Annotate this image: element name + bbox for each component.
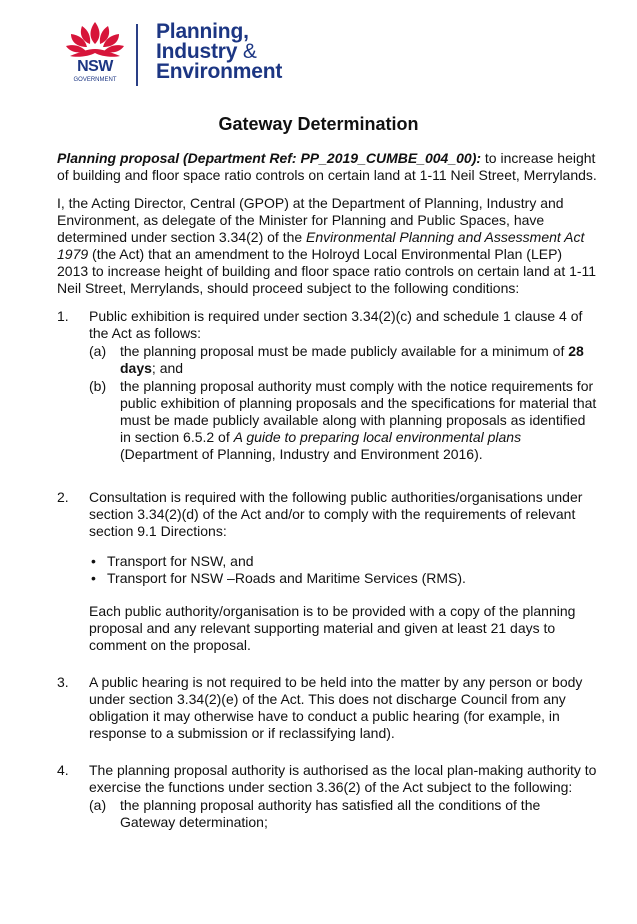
- exhibition-period: 28 days: [120, 343, 584, 376]
- authority-item: [89, 570, 597, 587]
- authority-name: Transport for NSW, and: [107, 553, 254, 569]
- condition-1: [57, 308, 597, 463]
- agency-line-3: Environment: [156, 60, 283, 83]
- agency-line-1: Planning,: [156, 20, 249, 43]
- authority-name: Transport for NSW –Roads and Maritime Services (RMS).: [107, 570, 466, 586]
- document-body: [57, 150, 597, 847]
- guide-title: A guide to preparing local environmental plans: [233, 429, 522, 445]
- sub-letter: (a): [89, 343, 107, 359]
- condition-text: The planning proposal authority is authorised as the local plan-making authority to exercise the functions under section 3.36(2) of the Act subject to the following:: [89, 762, 597, 795]
- nsw-wordmark: NSW: [77, 58, 113, 75]
- condition-4: [57, 762, 597, 831]
- government-wordmark: GOVERNMENT: [73, 77, 117, 83]
- nsw-waratah-logo: [60, 20, 130, 90]
- condition-number: 4.: [57, 762, 69, 778]
- bullet-icon: •: [91, 570, 96, 586]
- sub-condition-a: [89, 343, 597, 377]
- condition-note: Each public authority/organisation is to be provided with a copy of the planning proposal and any relevant supporting material and given at least 21 days to comment on the proposal.: [89, 603, 576, 653]
- sub-text: the planning proposal must be made publicly available for a minimum of: [120, 343, 569, 359]
- sub-text-tail: ; and: [151, 360, 184, 376]
- condition-text: Consultation is required with the following public authorities/organisations under section 3.34(2)(d) of the Act and/or to comply with the requirements of relevant section 9.1 Directions:: [89, 489, 583, 539]
- condition-number: 1.: [57, 308, 69, 324]
- sub-text: the planning proposal authority has satisfied all the conditions of the Gateway determination;: [120, 797, 541, 830]
- bullet-icon: •: [91, 553, 96, 569]
- condition-3: [57, 674, 597, 742]
- sub-condition-a: [89, 797, 597, 831]
- agency-name: [156, 22, 282, 82]
- logo-divider: [136, 24, 138, 86]
- condition-text: Public exhibition is required under section 3.34(2)(c) and schedule 1 clause 4 of the Act as follows:: [89, 308, 583, 341]
- sub-letter: (a): [89, 797, 107, 813]
- condition-number: 2.: [57, 489, 69, 505]
- conditions-list: [57, 308, 597, 831]
- condition-text: A public hearing is not required to be held into the matter by any person or body under section 3.34(2)(e) of the Act. This does not discharge Council from any obligation it may otherwise have to conduct a public hearing (for example, in response to a submission or if reclassifying land).: [89, 674, 583, 741]
- sub-text-tail: (Department of Planning, Industry and Environment 2016).: [120, 446, 483, 462]
- sub-text: the planning proposal authority must comply with the notice requirements for public exhibition of planning proposals and the specifications for material that must be made publicly available along with planning proposals as identified in section 6.5.2 of: [120, 378, 597, 445]
- condition-number: 3.: [57, 674, 69, 690]
- proposal-description: to increase height of building and floor space ratio controls on certain land at 1-11 Neil Street, Merrylands.: [57, 150, 597, 183]
- intro-paragraph: [57, 150, 597, 184]
- sub-conditions: [89, 343, 597, 463]
- sub-letter: (b): [89, 378, 107, 394]
- declaration-text-1: I, the Acting Director, Central (GPOP) at the Department of Planning, Industry and Environment, as delegate of the Minister for Planning and Public Spaces, have determined under section 3.34(2) of the: [57, 195, 564, 245]
- declaration-paragraph: [57, 195, 597, 297]
- proposal-ref-label: Planning proposal (Department Ref: PP_2019_CUMBE_004_00):: [57, 150, 482, 166]
- sub-conditions: [89, 797, 597, 831]
- agency-line-2: Industry &: [156, 40, 257, 63]
- authority-list: [89, 553, 597, 587]
- page-title: Gateway Determination: [218, 114, 419, 134]
- sub-condition-b: [89, 378, 597, 463]
- condition-2: [57, 489, 597, 654]
- ampersand: &: [242, 40, 257, 63]
- declaration-text-2: (the Act) that an amendment to the Holroyd Local Environmental Plan (LEP) 2013 to increase height of building and floor space ratio controls on certain land at 1-11 Neil Street, Merrylands, should proceed subject to the following conditions:: [57, 246, 597, 296]
- act-name: Environmental Planning and Assessment Act 1979: [57, 229, 585, 262]
- authority-item: [89, 553, 597, 570]
